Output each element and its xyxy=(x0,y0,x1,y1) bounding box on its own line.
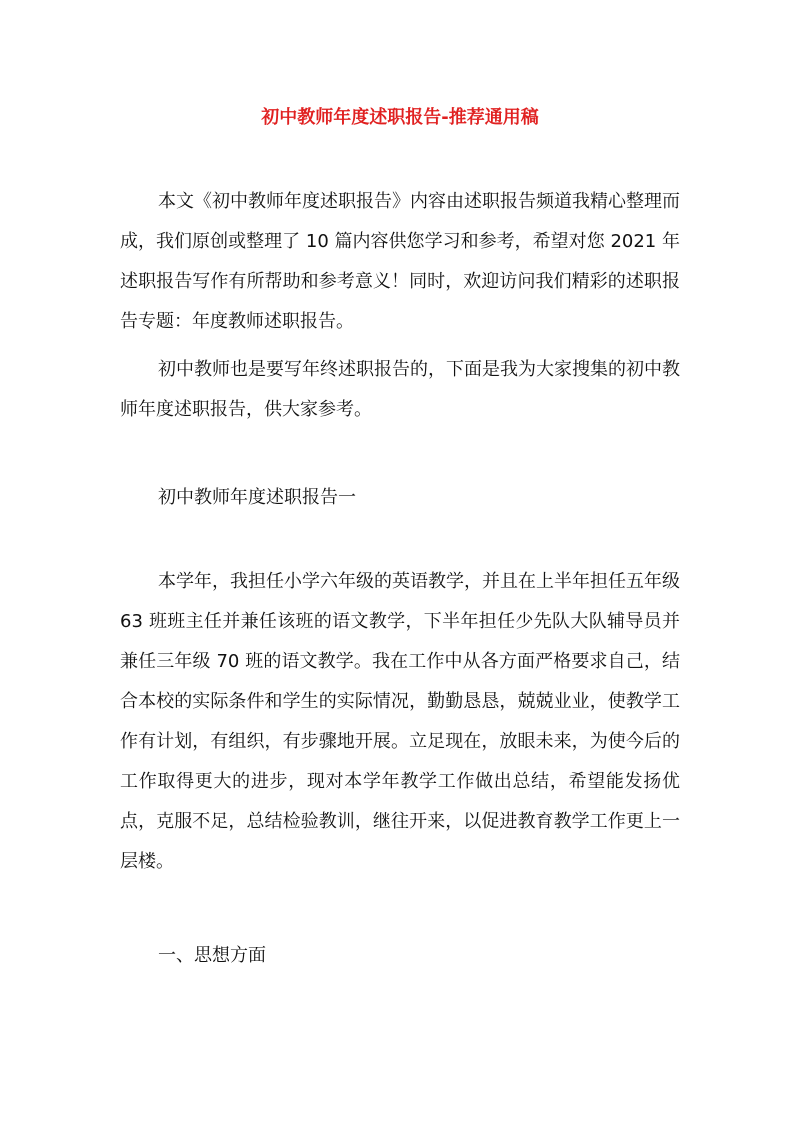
document-title: 初中教师年度述职报告-推荐通用稿 xyxy=(261,107,539,128)
lead-paragraph: 初中教师也是要写年终述职报告的，下面是我为大家搜集的初中教师年度述职报告，供大家参考。 xyxy=(120,359,680,420)
report-heading: 初中教师年度述职报告一 xyxy=(158,487,356,508)
body-paragraph: 本学年，我担任小学六年级的英语教学，并且在上半年担任五年级 63 班班主任并兼任该班的语文教学，下半年担任少先队大队辅导员并兼任三年级 70 班的语文教学。我在工作中从各方面严格要求自己，结合本校的实际条件和学生的实际情况，勤勤恳恳，兢兢业业，使教学工作有计划，有组织，有步骤地开展。立足现在，放眼未来，为使今后的工作取得更大的进步，现对本学年教学工作做出总结，希望能发扬优点，克服不足，总结检验教训，继往开来，以促进教育教学工作更上一层楼。 xyxy=(120,571,680,872)
section-heading: 一、思想方面 xyxy=(158,945,266,966)
intro-paragraph: 本文《初中教师年度述职报告》内容由述职报告频道我精心整理而成，我们原创或整理了 10 篇内容供您学习和参考，希望对您 2021 年述职报告写作有所帮助和参考意义！同时，欢迎访问我们精彩的述职报告专题：年度教师述职报告。 xyxy=(120,191,680,332)
